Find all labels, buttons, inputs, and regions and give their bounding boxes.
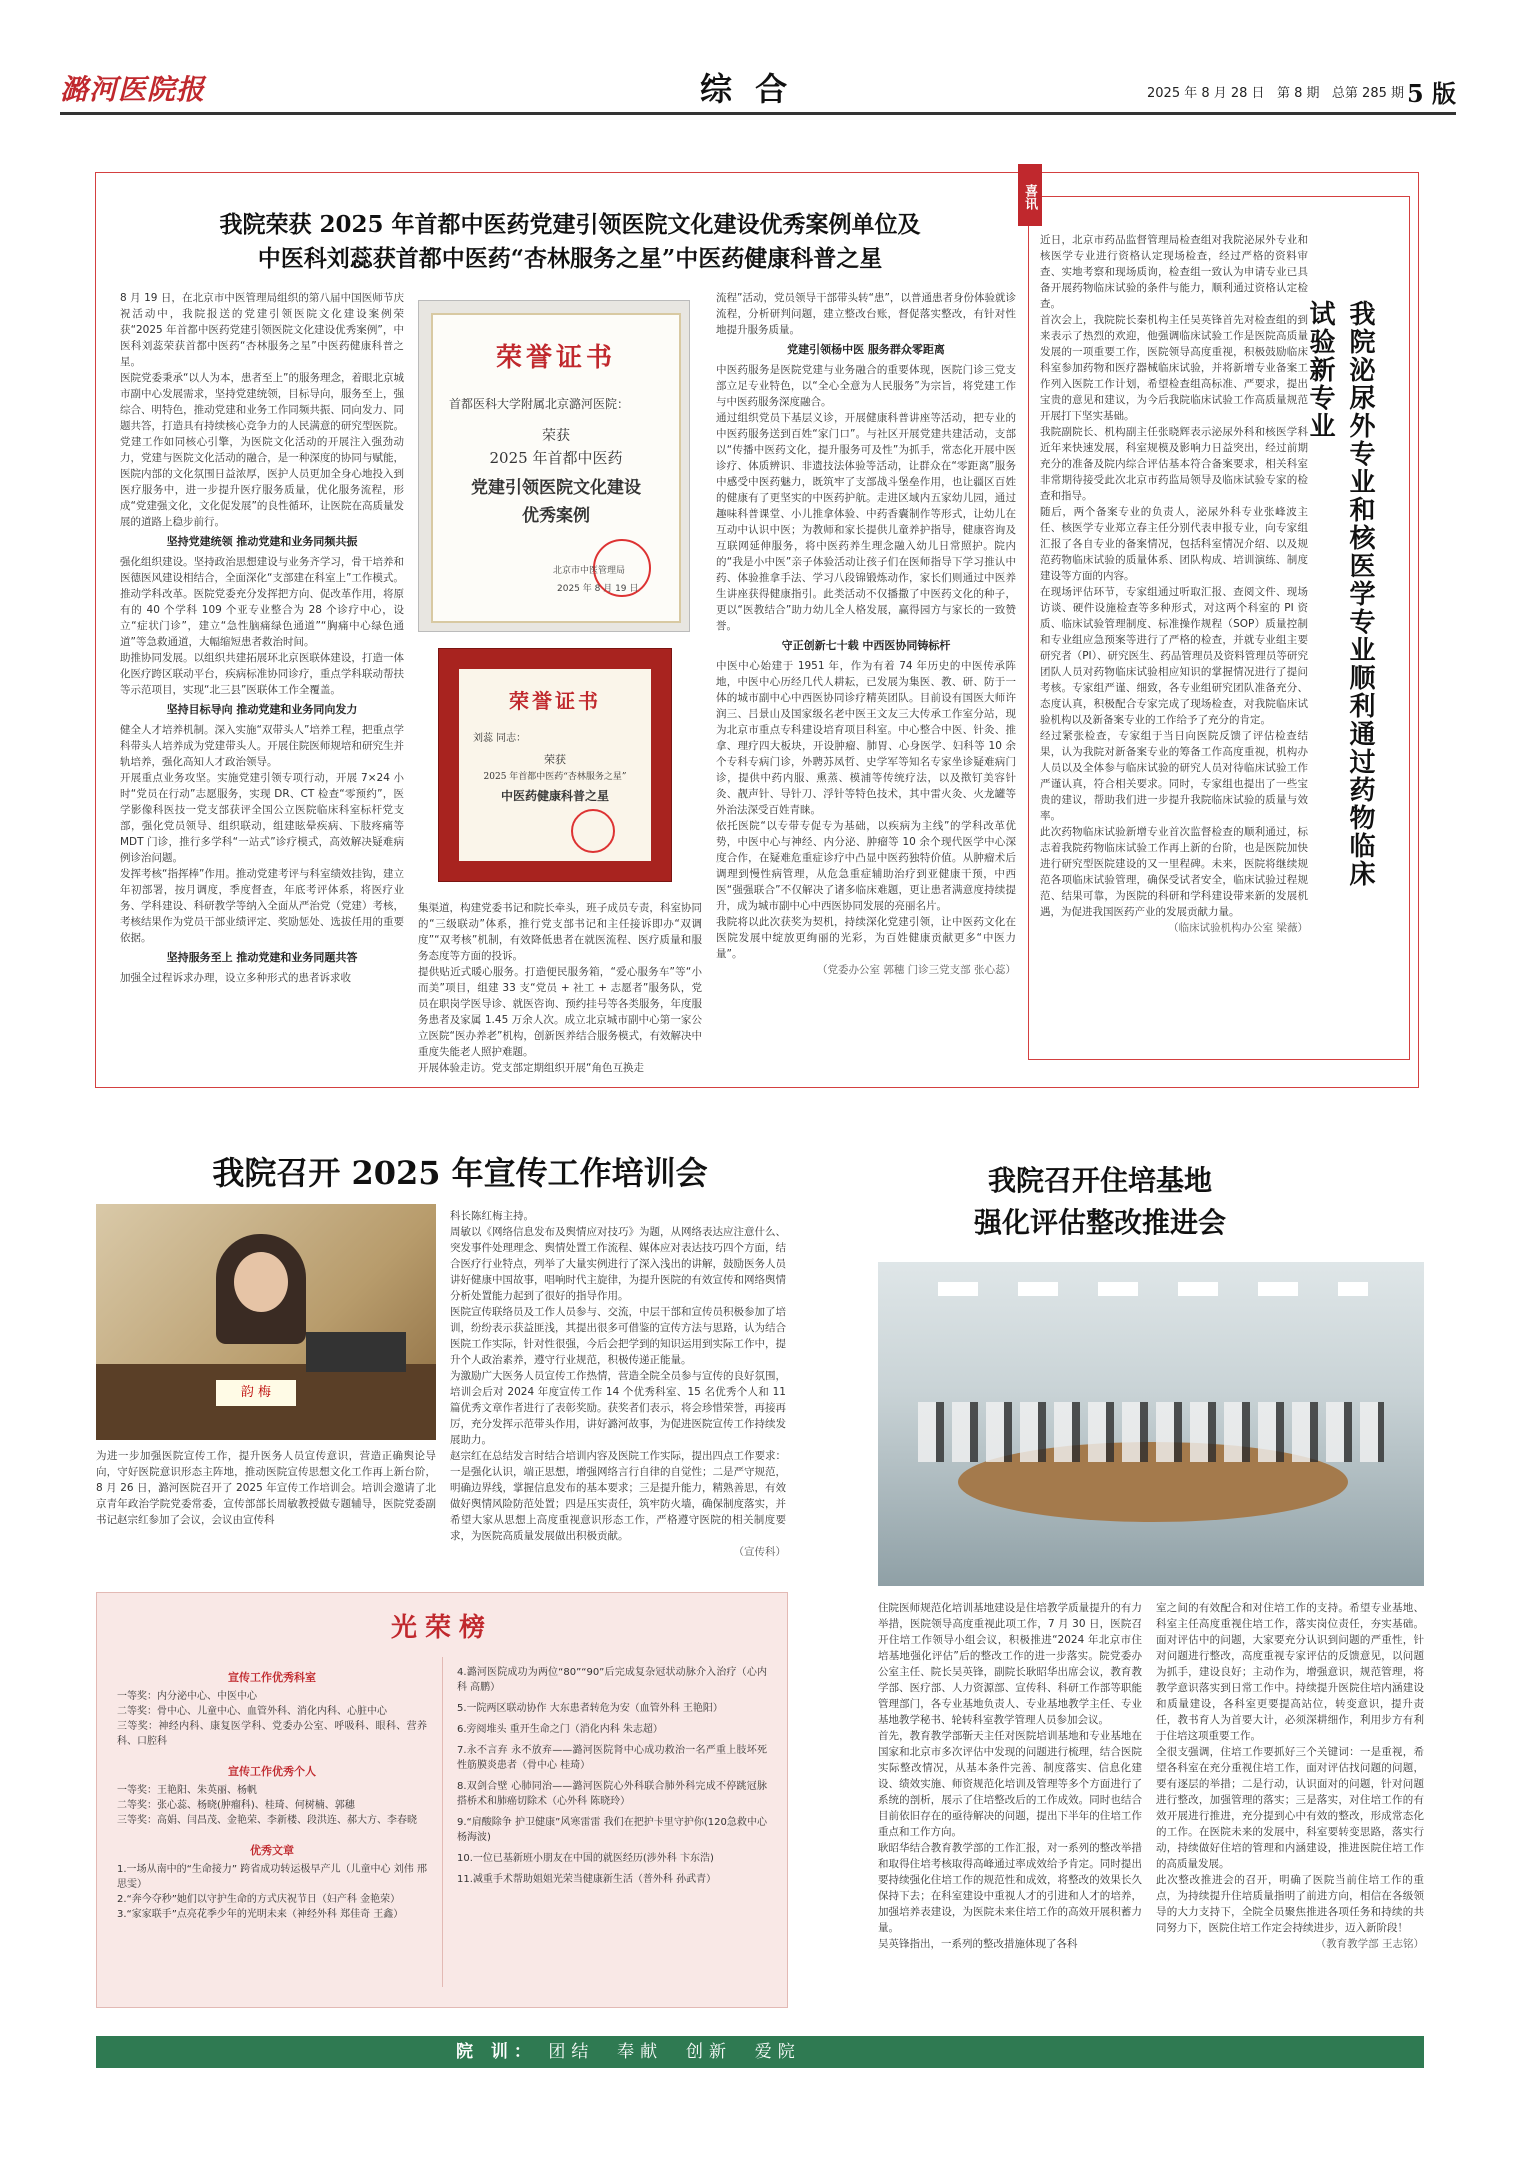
article3-title: 我院召开 2025 年宣传工作培训会 [212, 1154, 708, 1192]
paragraph: 耿昭华结合教育教学部的工作汇报，对一系列的整改举措和取得住培考核取得高峰通过率成效给予肯定。同时提出要持续强化住培工作的规范性和成效，将整改的效果长久保持下去；在科室建设中重视人才的引进和人才的培养，加强培养表建设，为医院未来住培工作的高效开展积蓄力量。 [878, 1842, 1142, 1934]
honor-list-item: 11.减重手术帮助姐姐光荣当健康新生活（普外科 孙武青） [457, 1874, 717, 1885]
honor-list-item: 三等奖：高娟、闫昌茂、金艳荣、李新楼、段洪连、郝大方、李春晓 [117, 1815, 417, 1826]
paragraph: 中医中心始建于 1951 年，作为有着 74 年历史的中医传承阵地，中医中心历经几代人耕耘，已发展为集医、教、研、防于一体的城市副中心中西医协同诊疗精英团队。目前设有国医大师许润三、吕景山及国家级名老中医王文友三大传承工作室分站，现为北京市重点专科建设培育项目科室。中心整合中医、针灸、推拿、理疗四大板块，开设肿瘤、肺胃、心身医学、妇科等 10 余个专科专病门诊，外聘苏凤哲、史学军等知名专家坐诊疑难病门诊，提供中药内服、熏蒸、模浦等传统疗法，以及揿钉美容针灸、靓声针、导针刀、浮针等特色技术，其中雷火灸、火龙罐等外治法深受百姓青睐。 [716, 660, 1016, 816]
certificate-award-line: 优秀案例 [522, 506, 590, 526]
certificate-title: 荣誉证书 [495, 343, 616, 373]
subheading: 坚持党建统领 推动党建和业务同频共振 [166, 535, 358, 548]
honor-left-column [117, 1665, 427, 1995]
attendees-row [918, 1402, 1384, 1462]
ceiling-lights [938, 1282, 1368, 1296]
issue-date: 2025 年 8 月 28 日 [1147, 86, 1265, 101]
issue-info [1147, 82, 1404, 101]
paragraph: 医院党委秉承“以人为本，患者至上”的服务理念，着眼北京城市副中心发展需求，坚持党建统领，目标导向，服务至上，强综合、明特色，推动党建和业务工作同频共振、同向发力、同题共答，打造具有持续核心竞争力的人民满意的研究型医院。党建工作如同核心引擎，为医院文化活动的开展注入强劲动力，党建与医院文化活动的融合，是一种深度的协同与赋能，医院内部的文化氛围日益浓厚，医护人员更加全身心地投入到医疗服务中，进一步提升医疗服务质量，优化服务流程，形成“党建强文化，文化促发展”的良性循环，让医院在高质量发展的道路上稳步前行。 [120, 372, 404, 528]
motto-label: 院 训： [456, 2042, 537, 2062]
paragraph: 首次会上，我院院长秦机构主任吴英锋首先对检查组的到来表示了热烈的欢迎，他强调临床试验工作是医院高质量发展的一项重要工作，医院领导高度重视，积极鼓励临床科室参加药物和医疗器械临床试验，并将新增专业备案工作列入医院工作计划，希望检查组高标准、严要求，提出宝贵的意见和建议，为今后我院临床试验工作高质量规范开展打下坚实基础。 [1040, 314, 1308, 422]
honor-list-item: 一等奖：王艳阳、朱英丽、杨帆 [117, 1785, 257, 1796]
subheading: 坚持服务至上 推动党建和业务同题共答 [166, 951, 358, 964]
paragraph: 通过组织党员下基层义诊，开展健康科普讲座等活动，把专业的中医药服务送到百姓“家门口”。与社区开展党建共建活动，支部以“传播中医药文化，提升服务可及性”为抓手，常态化开展中医诊疗、体质辨识、非遗技法体验等活动，让群众在“零距离”服务中感受中医药魅力，既筑牢了支部战斗堡垒作用，也让疆区百姓的健康有了更坚实的中医药护航。走进区域内五家幼儿园，通过趣味科普课堂、小儿推拿体验、中药香囊制作等形式，让幼儿在互动中认识中医；为教师和家长提供儿童养护指导，健康咨询及互联网延伸服务，将中医药养生理念融入幼儿日常照护。院内的“我是小中医”亲子体验活动让孩子们在医师指导下学习推认中药、体验推拿手法、学习八段锦锻炼动作，家长们则通过中医养生讲座获得健康指引。此类活动不仅播撒了中医药文化的种子，更以“医教结合”助力幼儿全人格发展，赢得园方与家长的一致赞誉。 [716, 412, 1016, 632]
certificate-image-2 [438, 648, 672, 882]
paragraph: 我院副院长、机构副主任张晓辉表示泌尿外科和核医学科近年来快速发展，科室规模及影响力日益突出，经过前期充分的准备及院内综合评估基本符合备案要求，相关科室非常期待接受此次北京市药监局领导及临床试验专家的检查和指导。 [1040, 426, 1308, 502]
honor-list-item: 8.双剑合壁 心肺同治——潞河医院心外科联合肺外科完成不停跳冠脉搭桥术和肺癌切除术（心外科 陈晓玲） [457, 1781, 767, 1807]
honor-heading: 宣传工作优秀科室 [228, 1671, 316, 1684]
paragraph: 科长陈红梅主持。 [450, 1210, 534, 1222]
paragraph: 开展体验走访。党支部定期组织开展“角色互换走 [418, 1062, 644, 1074]
byline: （临床试验机构办公室 梁薇） [1168, 922, 1308, 934]
byline: （宣传科） [733, 1546, 786, 1558]
news-tag: 喜讯 [1018, 164, 1042, 226]
article4-title [830, 1160, 1370, 1244]
article4-title-line1: 我院召开住培基地 [987, 1164, 1212, 1197]
honor-list-item: 6.旁阅堆头 重开生命之门（消化内科 朱志超） [457, 1724, 663, 1735]
issue-total: 总第 285 期 [1331, 86, 1404, 101]
paragraph: 强化组织建设。坚持政治思想建设与业务齐学习，骨干培养和医德医风建设相结合，全面深化“支部建在科室上”工作模式。 [120, 556, 404, 584]
certificate-award-line: 荣获 [544, 753, 566, 766]
paragraph: 开展重点业务攻坚。实施党建引领专项行动，开展 7×24 小时“党员在行动”志愿服务，实现 DR、CT 检查“零预约”，医学影像科医技一党支部获评全国公立医院临床科室标杆党支部，强化党员领导、组织联动，组建眩晕疾病、下肢疼痛等 MDT 门诊，推行多学科“一站式”诊疗模式，高效解决疑难病例诊治问题。 [120, 772, 404, 864]
issue-number: 第 8 期 [1276, 86, 1320, 101]
page-number: 5 版 [1406, 79, 1456, 108]
speaker-face [234, 1252, 288, 1312]
paragraph: 医院宣传联络员及工作人员参与、交流，中层干部和宣传员积极参加了培训，纷纷表示获益匪浅，其提出很多可借鉴的宣传方法与思路，认为结合医院工作实际，针对性很强，今后会把学到的知识运用到实际工作中，提升个人政治素养，遵守行业规范，积极传递正能量。 [450, 1306, 786, 1366]
honor-heading: 宣传工作优秀个人 [228, 1765, 316, 1778]
honor-list-item: 5.一院两区联动协作 大东患者转危为安（血管外科 王艳阳） [457, 1703, 723, 1714]
paragraph: 此次药物临床试验新增专业首次监督检查的顺利通过，标志着我院药物临床试验工作再上新的台阶，也是医院加快进行研究型医院建设的又一里程碑。未来，医院将继续规范各项临床试验管理，确保受试者安全，临床试验过程规范、结果可靠，为医院的科研和学科建设带来新的发展机遇，为促进我国医药产业的发展贡献力量。 [1040, 826, 1308, 918]
name-placard: 韵 梅 [216, 1380, 296, 1406]
paragraph: 近日，北京市药品监督管理局检查组对我院泌尿外专业和核医学专业进行资格认定现场检查，经过严格的资料审查、实地考察和现场质询，检查组一致认为申请专业已具备开展药物临床试验的条件与能力，顺利通过资格认定检查。 [1040, 234, 1308, 310]
paragraph: 随后，两个备案专业的负责人，泌尿外科专业张峰波主任、核医学专业郑立春主任分别代表申报专业，向专家组汇报了各自专业的备案情况，包括科室情况介绍、以及规范药物临床试验的质量体系、团队构成、培训演练、制度建设等方面的内容。 [1040, 506, 1308, 582]
honor-list-item: 7.永不言弃 永不放弃——潞河医院肾中心成功救治一名严重上肢坏死性筋膜炎患者（骨中心 桂琦） [457, 1745, 767, 1771]
footer-banner [96, 2036, 1424, 2068]
paragraph: 推动学科改革。医院党委充分发挥把方向、促改革作用，将原有的 40 个学科 109 个亚专业整合为 28 个诊疗中心，设立“症状门诊”，建立“急性脑痛绿色通道”“胸痛中心绿色通道”等急救通道，大幅缩短患者救治时间。 [120, 588, 404, 648]
certificate-paper [459, 669, 651, 861]
honor-list-item: 9.“肩酸除争 护卫健康”风寒雷雷 我们在把护卡里守护你(120急救中心 杨海波) [457, 1817, 767, 1843]
article1-title-line1: 我院荣获 2025 年首都中医药党建引领医院文化建设优秀案例单位及 [219, 211, 921, 238]
article2-vertical-title: 我院泌尿外专业和核医学专业顺利通过药物临床试验新专业 [1305, 300, 1375, 888]
certificate-award-line: 中医药健康科普之星 [500, 789, 609, 803]
paragraph: 发挥考核“指挥棒”作用。推动党建考评与科室绩效挂钩，建立年初部署，按月调度，季度督查，年底考评体系，将医疗业务、学科建设、科研教学等纳入全面从严治党（党建）考核，考核结果作为党员干部业绩评定、奖励惩处、选拔任用的重要依据。 [120, 868, 404, 944]
subheading: 党建引领杨中医 服务群众零距离 [787, 343, 945, 356]
paragraph: 提供贴近式暖心服务。打造便民服务箱，“爱心服务车”等“小而美”项目，组建 33 支“党员 + 社工 + 志愿者”服务队，党员在职岗学医导诊、就医咨询、预约挂号等各类服务，年度服务患者及家属 1.45 万余人次。成立北京城市副中心第一家公立医院“医办养老”机构，创新医养结合服务模式，有效解决中重度失能老人照护难题。 [418, 966, 702, 1058]
honor-list-item: 4.潞河医院成功为两位“80”“90”后完成复杂冠状动脉介入治疗（心内科 高鹏） [457, 1667, 767, 1693]
paragraph: 在现场评估环节，专家组通过听取汇报、查阅文件、现场访谈、硬件设施检查等多种形式，对这两个科室的 PI 资质、临床试验管理制度、标准操作规程（SOP）质量控制和专业组应急预案等进行了严格的检查，并就专业组主要研究者（PI）、研究医生、药品管理员及资料管理员等研究团队人员对药物临床试验相应知识的掌握情况进行了提问考核。专家组严谨、细致，各专业组研究团队准备充分、态度认真，积极配合专家完成了现场检查，对我院临床试验机构以及新备案专业的工作给予了充分的肯定。 [1040, 586, 1308, 726]
paragraph: 我院将以此次获奖为契机，持续深化党建引领，让中医药文化在医院发展中绽放更绚丽的光彩，为百姓健康贡献更多“中医力量”。 [716, 916, 1016, 960]
paragraph: 吴英锋指出，一系列的整改措施体现了各科 [878, 1938, 1078, 1950]
article3-caption: 为进一步加强医院宣传工作，提升医务人员宣传意识，营造正确舆论导向，守好医院意识形态主阵地，推动医院宣传思想文化工作再上新台阶，8 月 26 日，潞河医院召开了 2025 年宣传工作培训会。培训会邀请了北京青年政治学院党委常委，宣传部部长周敏教授做专题辅导，医院党委副书记赵宗红参加了会议，会议由宣传科 [96, 1450, 436, 1526]
paragraph: 流程”活动，党员领导干部带头转“患”，以普通患者身份体验就诊流程，分析研判问题，建立整改台账，督促落实整改，有针对性地提升服务质量。 [716, 292, 1016, 336]
certificate-seal [571, 809, 615, 853]
article4-title-line2: 强化评估整改推进会 [973, 1206, 1226, 1239]
paragraph: 首先，教育教学部靳天主任对医院培训基地和专业基地在国家和北京市多次评估中发现的问题进行梳理，结合医院实际整改情况，从基本条件完善、制度落实、信息化建设、绩效实施、师资规范化培训及管理等多个方面进行了系统的剖析，展示了住培整改后的工作成效。同时也结合目前依旧存在的亟待解决的问题，提出下半年的住培工作重点和工作方向。 [878, 1730, 1142, 1838]
paragraph: 全很支强调，住培工作要抓好三个关键词：一是重视，希望各科室在充分重视住培工作，面对评估找问题的问题，要有逐层的举措；二是行动，认识面对的问题，针对问题进行整改，加强管理的落实；三是落实，对住培工作的有效开展进行推进，充分提到心中有效的整改，形成常态化的工作。在医院未来的发展中，科室要转变思路，落实行动，持续做好住培的管理和内涵建设，推进医院住培工作的高质量发展。 [1156, 1746, 1424, 1870]
article3-photo [96, 1204, 436, 1440]
laptop [306, 1332, 406, 1372]
paragraph: 助推协同发展。以组织共建拓展环北京医联体建设，打造一体化医疗跨区联动平台，疾病标准协同诊疗，重点学科联动帮扶等示范项目，实现“北三县”医联体工作全覆盖。 [120, 652, 404, 696]
motto-text: 团结 奉献 创新 爱院 [548, 2042, 801, 2062]
certificate-award-line: 荣获 [542, 428, 570, 444]
paragraph: 周敏以《网络信息发布及舆情应对技巧》为题，从网络表达应注意什么、突发事件处理理念、舆情处置工作流程、媒体应对表达技巧四个方面，结合医疗行业特点，列举了大量实例进行了深入浅出的讲解，鼓励医务人员讲好健康中国故事，唱响时代主旋律，为提升医院的有效宣传和网络舆情分析处置能力起到了很好的指导作用。 [450, 1226, 786, 1302]
honor-list-item: 10.一位已基新班小朋友在中国的就医经历(涉外科 卞东浩) [457, 1853, 714, 1864]
paragraph: 经过紧张检查，专家组于当日向医院反馈了评估检查结果，认为我院对新备案专业的筹备工作高度重视，机构办人员以及全体参与临床试验的研究人员对待临床试验工作严谨认真，符合相关要求。同时，专家组也提出了一些宝贵的建议，帮助我们进一步提升我院临床试验的质量与效率。 [1040, 730, 1308, 822]
byline: （教育教学部 王志铭） [1315, 1938, 1424, 1950]
honor-list-item: 二等奖：骨中心、儿童中心、血管外科、消化内科、心脏中心 [117, 1706, 387, 1717]
certificate-recipient: 首都医科大学附属北京潞河医院： [449, 397, 630, 411]
certificate-title: 荣誉证书 [509, 689, 601, 713]
article1-column1 [120, 290, 404, 1060]
honor-heading: 优秀文章 [250, 1844, 294, 1857]
article2-body [1040, 232, 1308, 1032]
honor-list-item: 1.一场从南中的“生命接力” 跨省成功转运极早产儿（儿童中心 刘伟 邢思雯） [117, 1864, 427, 1890]
honor-roll-title: 光荣榜 [390, 1613, 493, 1643]
paragraph: 赵宗红在总结发言时结合培训内容及医院工作实际，提出四点工作要求：一是强化认识，端正思想，增强网络言行自律的自觉性；二是严守规范，明确边界线，掌握信息发布的基本要求；三是提升能力，精熟善思，有效做好舆情风险防范处置；四是压实责任，筑牢防火墙，确保制度落实，并希望大家从思想上高度重视意识形态工作，严格遵守医院的相关制度要求，为医院高质量发展做出积极贡献。 [450, 1450, 786, 1542]
paragraph: 8 月 19 日，在北京市中医管理局组织的第八届中国医师节庆祝活动中，我院报送的党建引领医院文化建设案例荣获“2025 年首都中医药党建引领医院文化建设优秀案例”，中医科刘蕊荣获首都中医药“杏林服务之星”中医药健康科普之星。 [120, 292, 404, 368]
article1-title [110, 208, 1030, 276]
certificate-paper [431, 313, 681, 623]
paragraph: 住院医师规范化培训基地建设是住培教学质量提升的有力举措，医院领导高度重视此项工作，7 月 30 日，医院召开住培工作领导小组会议，积极推进“2024 年北京市住培基地强化评估”后的整改工作的进一步落实。院党委办公室主任、院长吴英锋，副院长耿昭华出席会议，教育教学部、医疗部、人力资源部、宣传科、科研工作部等职能管理部门，各专业基地负责人、专业基地教学主任、专业基地教学秘书、轮转科室教学管理人员参加会议。 [878, 1602, 1142, 1726]
article4-photo [878, 1262, 1424, 1586]
honor-list-item: 一等奖：内分泌中心、中医中心 [117, 1691, 257, 1702]
article1-title-line2: 中医科刘蕊获首都中医药“杏林服务之星”中医药健康科普之星 [257, 245, 883, 272]
honor-roll-divider [442, 1657, 443, 1987]
masthead-rule [60, 112, 1456, 115]
article4-column-b [1156, 1600, 1424, 2018]
article1-column3 [716, 290, 1016, 1060]
certificate-date: 2025 年 8 月 19 日 [557, 584, 639, 594]
paragraph: 集渠道，构建党委书记和院长牵头，班子成员专责，科室协同的“三级联动”体系，推行党支部书记和主任接诉即办“双调度”“双考核”机制，有效降低患者在就医流程、医疗质量和服务态度等方面的投诉。 [418, 902, 702, 962]
honor-list-item: 3.“家家联手”点亮花季少年的光明未来（神经外科 郑佳奇 王鑫） [117, 1909, 404, 1920]
paragraph: 加强全过程诉求办理，设立多种形式的患者诉求收 [120, 972, 351, 984]
certificate-recipient: 刘蕊 同志： [473, 733, 527, 744]
certificate-award-line: 2025 年首都中医药“杏林服务之星” [483, 772, 627, 782]
paragraph: 中医药服务是医院党建与业务融合的重要体现，医院门诊三党支部立足专业特色，以“全心全意为人民服务”为宗旨，将党建工作与中医药服务深度融合。 [716, 364, 1016, 408]
article1-column2 [418, 900, 702, 1074]
byline: （党委办公室 郭穗 门诊三党支部 张心蕊） [816, 964, 1016, 976]
certificate-issuer: 北京市中医管理局 [553, 566, 626, 576]
paragraph: 健全人才培养机制。深入实施“双带头人”培养工程，把重点学科带头人培养成为党建带头人。开展住院医师规培和研究生并轨培养，强化高知人才政治领导。 [120, 724, 404, 768]
honor-list-item: 三等奖：神经内科、康复医学科、党委办公室、呼吸科、眼科、营养科、口腔科 [117, 1721, 427, 1747]
certificate-image-1 [418, 300, 690, 632]
paragraph: 为激励广大医务人员宣传工作热情，营造全院全员参与宣传的良好氛围，培训会后对 2024 年度宣传工作 14 个优秀科室、15 名优秀个人和 11 篇优秀文章作者进行了表彰奖励。获奖者们表示，将会珍惜荣誉，再接再厉，充分发挥示范带头作用，讲好潞河故事，为促进医院宣传工作持续发展助力。 [450, 1370, 786, 1446]
honor-right-column [457, 1665, 767, 1995]
certificate-award-line: 党建引领医院文化建设 [471, 478, 641, 498]
paragraph: 依托医院“以专带专促专为基础，以疾病为主线”的学科改革优势，中医中心与神经、内分泌、肿瘤等 10 余个现代医学中心深度合作，在疑难危重症诊疗中凸显中医药独特价值。从肿瘤术后调理到慢性病管理，从危急重症辅助治疗到亚健康干预，中西医“强强联合”不仅解决了诸多临床难题，更让患者满意度持续提升，成为城市副中心中西医协同发展的亮丽名片。 [716, 820, 1016, 912]
newspaper-logo: 潞河医院报 [60, 73, 206, 106]
article4-column-a [878, 1600, 1142, 2018]
certificate-award-line: 2025 年首都中医药 [489, 449, 623, 467]
subheading: 坚持目标导向 推动党建和业务同向发力 [166, 703, 358, 716]
honor-list-item: 2.“奔今夺秒”她们以守护生命的方式庆祝节日（妇产科 金艳荣） [117, 1894, 401, 1905]
subheading: 守正创新七十载 中西医协同铸标杆 [781, 639, 951, 652]
paragraph: 室之间的有效配合和对住培工作的支持。希望专业基地、科室主任高度重视住培工作，落实岗位责任，夯实基础。面对评估中的问题，大家要充分认识到问题的严重性，针对问题进行整改，高度重视专家评估的反馈意见，以问题为抓手，建设良好；主动作为，增强意识，规范管理，将教学意识落实到日常工作中。持续提升医院住培内涵建设和质量建设，各科室更要提高站位，转变意识，提升责任，教书育人为首要大计，必须深耕细作，利用步方有利于住培这项重要工作。 [1156, 1602, 1424, 1742]
masthead [60, 60, 1456, 116]
honor-roll [96, 1592, 788, 2008]
paragraph: 此次整改推进会的召开，明确了医院当前住培工作的重点，为持续提升住培质量指明了前进方向，相信在各级领导的大力支持下，全院全员聚焦推进各项任务和持续的共同努力下，医院住培工作定会持续进步，迈入新阶段！ [1156, 1874, 1424, 1934]
honor-list-item: 二等奖：张心蕊、杨晓(肿瘤科)、桂琦、何树楠、郭穗 [117, 1800, 355, 1811]
section-title: 综 合 [700, 70, 794, 108]
article3-column [450, 1208, 786, 1568]
